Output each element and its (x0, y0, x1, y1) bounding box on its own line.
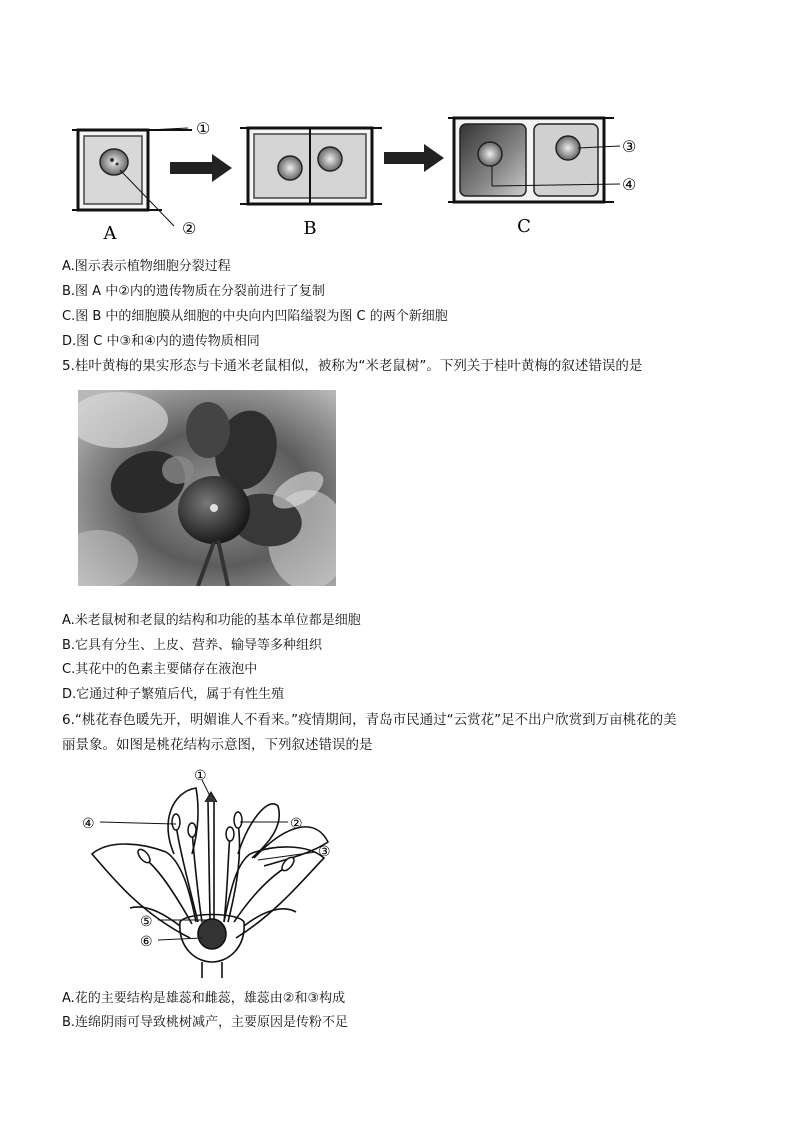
cell-division-svg (62, 104, 662, 246)
flower-callout-1: ① (194, 768, 207, 784)
panel-label-b: B (303, 218, 317, 239)
q5-option-c: C.其花中的色素主要储存在液泡中 (62, 662, 258, 677)
arrow-right-icon (170, 154, 232, 182)
cell-b (240, 128, 382, 204)
callout-2: ② (182, 219, 197, 238)
flower-callout-2: ② (290, 816, 303, 832)
flower-callout-6: ⑥ (140, 934, 153, 950)
q6-stem-line-1: 6.“桃花春色暖先开，明媚谁人不看来。”疫情期间，青岛市民通过“云赏花”足不出户欣赏到万亩桃花的美 (62, 712, 677, 728)
flower-callout-4: ④ (82, 816, 95, 832)
q6-option-a: A.花的主要结构是雄蕊和雌蕊，雄蕊由②和③构成 (62, 991, 346, 1006)
q6-option-b: B.连绵阴雨可导致桃树减产，主要原因是传粉不足 (62, 1015, 349, 1030)
callout-1: ① (196, 119, 211, 138)
callout-4: ④ (622, 175, 637, 194)
q5-option-a: A.米老鼠树和老鼠的结构和功能的基本单位都是细胞 (62, 613, 361, 628)
flower-photo-svg (78, 390, 336, 586)
q5-option-d: D.它通过种子繁殖后代，属于有性生殖 (62, 687, 285, 702)
panel-label-a: A (103, 223, 117, 244)
q4-option-d: D.图 C 中③和④内的遗传物质相同 (62, 334, 260, 349)
q6-stem-line-2: 丽景象。如图是桃花结构示意图，下列叙述错误的是 (62, 737, 373, 753)
cell-c (448, 118, 614, 202)
q4-option-b: B.图 A 中②内的遗传物质在分裂前进行了复制 (62, 284, 325, 299)
q5-stem: 5.桂叶黄梅的果实形态与卡通米老鼠相似，被称为“米老鼠树”。下列关于桂叶黄梅的叙述错误的是 (62, 358, 643, 374)
q4-option-c: C.图 B 中的细胞膜从细胞的中央向内凹陷缢裂为图 C 的两个新细胞 (62, 309, 448, 324)
panel-label-c: C (517, 216, 531, 237)
flower-callout-3: ③ (318, 844, 331, 860)
cell-division-figure (62, 104, 662, 246)
arrow-right-icon (384, 144, 444, 172)
q5-option-b: B.它具有分生、上皮、营养、输导等多种组织 (62, 638, 323, 653)
flower-structure-svg (78, 762, 348, 978)
flower-callout-5: ⑤ (140, 914, 153, 930)
q4-option-a: A.图示表示植物细胞分裂过程 (62, 259, 231, 274)
peach-flower-diagram (78, 762, 348, 978)
callout-3: ③ (622, 137, 637, 156)
mickey-mouse-tree-photo (78, 390, 336, 586)
